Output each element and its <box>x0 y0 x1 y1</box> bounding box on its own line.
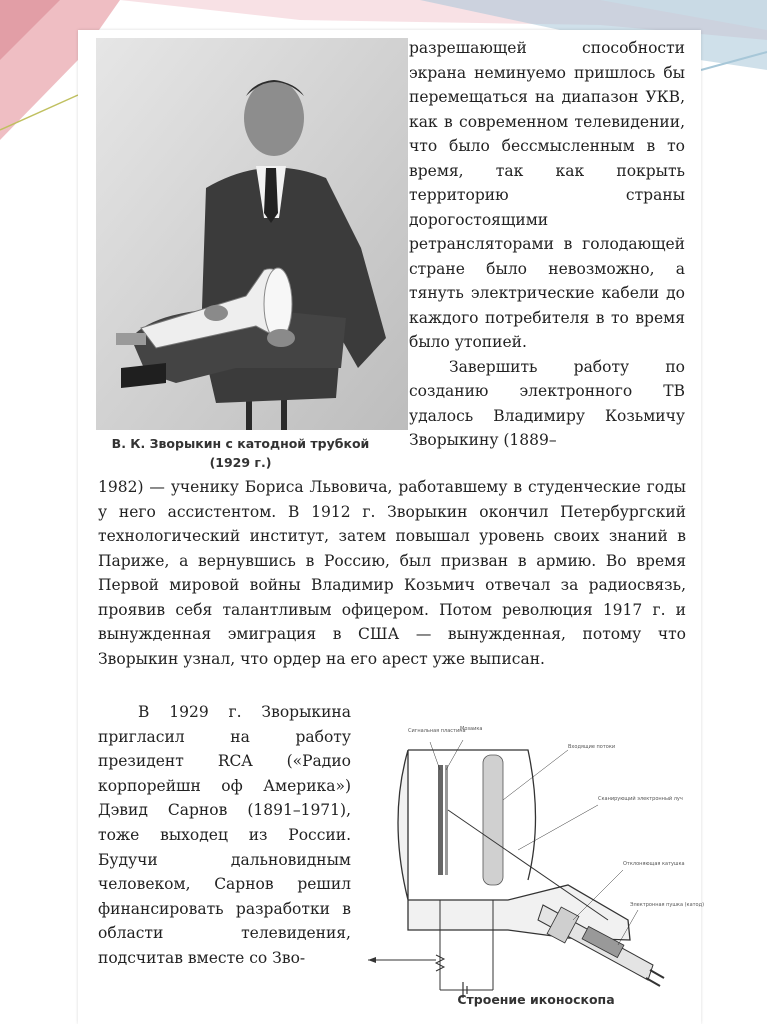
label-electron-gun: Электронная пушка (катод) <box>630 902 705 908</box>
zworykin-photo <box>96 38 408 430</box>
book-page <box>78 30 705 1024</box>
label-scanning-beam: Сканирующий электронный луч <box>598 796 683 802</box>
photo-caption-line1: В. К. Зворыкин с катодной трубкой <box>111 436 370 451</box>
paragraph-rca: В 1929 г. Зворыкина пригласил на работу президент RCA («Радио корпорейшн оф Америка») Дэвид Сарнов (1891–1971), тоже выходец из России. Будучи дальновидным человеком, Сарнов решил финансировать разработки в области телевидения, подсчитав вместе со Зво- <box>98 703 351 967</box>
photo-caption-line2: (1929 г.) <box>209 455 272 470</box>
paragraph-resolution: разрешающей способности экрана неминуемо пришлось бы перемещаться на диапазон УКВ, как в современном телевидении, что было бессмысленным в то время, так как покрыть территорию страны дорогостоящими ретрансляторами в голодающей стране было невозможно, а тянуть электрические кабели до каждого потребителя в то время было утопией. <box>409 39 685 351</box>
diagram-caption: Строение иконоскопа <box>457 992 615 1007</box>
left-column-text <box>98 700 351 971</box>
photo-caption <box>78 434 403 472</box>
paragraph-zworykin-intro: Завершить работу по созданию электронного ТВ удалось Владимиру Козьмичу Зворыкину (1889– <box>409 357 685 449</box>
label-deflection: Отклоняющая катушка <box>623 861 685 867</box>
paragraph-biography: 1982) — ученику Бориса Львовича, работавшему в студенческие годы у него ассистентом. В 1912 г. Зворыкин окончил Петербургский технологический институт, затем повышал уровень своих знаний в Париже, а вернувшись в Россию, был призван в армию. Во время Первой мировой войны Владимир Козьмич отвечал за радиосвязь, проявив себя талантливым офицером. Потом революция 1917 г. и вынужденная эмиграция в США — вынужденная, потому что Зворыкин узнал, что ордер на его арест уже выписан. <box>98 478 686 668</box>
iconoscope-diagram <box>368 710 705 1000</box>
label-mosaic: Мозаика <box>460 726 483 732</box>
label-optics: Входящие потоки <box>568 744 616 750</box>
full-width-text <box>98 475 686 671</box>
right-column-text <box>409 36 685 453</box>
label-signal-plate: Сигнальная пластина <box>408 728 466 734</box>
